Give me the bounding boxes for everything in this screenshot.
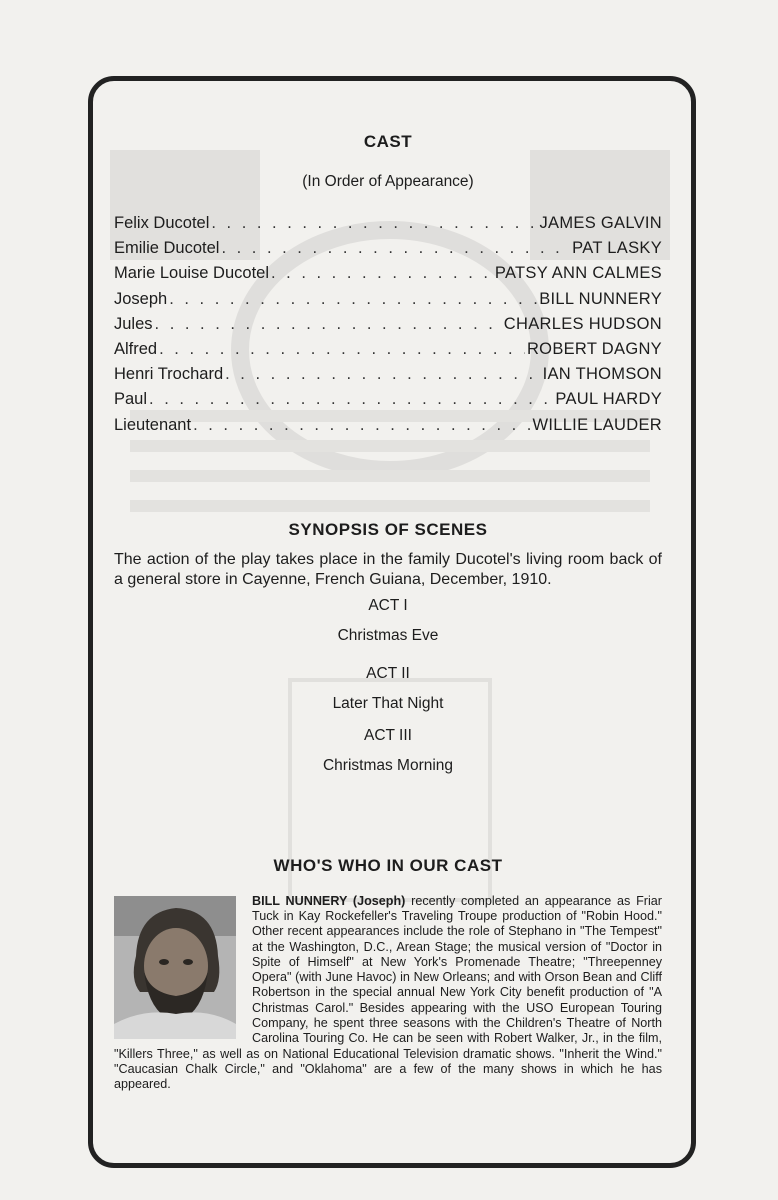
cast-row (114, 211, 662, 236)
cast-actor: PATSY ANN CALMES (494, 264, 662, 283)
leader-dots (155, 312, 502, 337)
cast-actor: WILLIE LAUDER (532, 415, 662, 434)
cast-role: Marie Louise Ducotel (114, 264, 269, 283)
cast-actor: BILL NUNNERY (539, 289, 662, 308)
cast-heading: CAST (363, 132, 413, 151)
cast-row (114, 362, 662, 387)
leader-dots (159, 337, 525, 362)
cast-actor: ROBERT DAGNY (526, 339, 662, 358)
cast-row (114, 236, 662, 261)
cast-actor: PAUL HARDY (555, 390, 662, 409)
leader-dots (211, 211, 537, 236)
scene-label: Christmas Eve (337, 626, 439, 644)
cast-row (114, 261, 662, 286)
synopsis-heading: SYNOPSIS OF SCENES (288, 519, 488, 539)
cast-row (114, 287, 662, 312)
cast-role: Emilie Ducotel (114, 239, 220, 258)
cast-subheading: (In Order of Appearance) (302, 173, 474, 190)
cast-role: Alfred (114, 339, 158, 358)
cast-row (114, 413, 662, 438)
cast-actor: CHARLES HUDSON (503, 314, 662, 333)
act-label: ACT III (364, 726, 412, 744)
act-label: ACT II (366, 664, 410, 682)
cast-row (114, 312, 662, 337)
program-content (114, 132, 662, 1093)
leader-dots (149, 387, 553, 412)
portrait-image (114, 896, 236, 1039)
cast-role: Paul (114, 390, 148, 409)
cast-role: Joseph (114, 289, 168, 308)
cast-role: Jules (114, 314, 153, 333)
cast-role: Henri Trochard (114, 365, 224, 384)
acts-list (114, 594, 662, 778)
actor-bio (114, 894, 662, 1093)
cast-actor: PAT LASKY (572, 239, 662, 258)
cast-actor: JAMES GALVIN (539, 214, 662, 232)
act-label: ACT I (368, 596, 408, 614)
cast-role: Felix Ducotel (114, 214, 210, 232)
leader-dots (225, 362, 540, 387)
synopsis-text: The action of the play takes place in the family Ducotel's living room back of a general store in Cayenne, French Guiana, December, 1910. (114, 550, 662, 588)
cast-row (114, 337, 662, 362)
leader-dots (193, 413, 530, 438)
bio-body: recently completed an appearance as Friar Tuck in Kay Rockefeller's Traveling Troupe production of "Robin Hood." Other recent appearances include the role of Stephano in "The Tempest" at the Washington, D.C., Arean Stage; the musical version of "Doctor in Spite of Himself" at New York's Promenade Theatre; "Threepenney Opera" (with June Havoc) in New Orleans; and with Orson Bean and Cliff Robertson in the special annual New York City benefit production of "A Christmas Carol." Besides appearing with the USO European Touring Company, he spent three seasons with the Children's Theatre of North Carolina Touring Co. He can be seen with Robert Walker, Jr., in the film, "Killers Three," as well as on National Educational Television dramatic shows. "Inherit the Wind." "Caucasian Chalk Circle," and "Oklahoma" are a few of the many shows in which he has appeared. (114, 893, 662, 1092)
scene-label: Christmas Morning (322, 756, 454, 774)
actor-photo (114, 896, 236, 1039)
cast-row (114, 387, 662, 412)
scene-label: Later That Night (332, 694, 444, 712)
leader-dots (169, 287, 537, 312)
leader-dots (221, 236, 570, 261)
bio-name: BILL NUNNERY (Joseph) (252, 893, 406, 908)
cast-actor: IAN THOMSON (542, 365, 662, 384)
cast-list (114, 211, 662, 438)
cast-role: Lieutenant (114, 415, 192, 434)
leader-dots (271, 261, 493, 286)
whos-who-heading: WHO'S WHO IN OUR CAST (273, 855, 503, 875)
